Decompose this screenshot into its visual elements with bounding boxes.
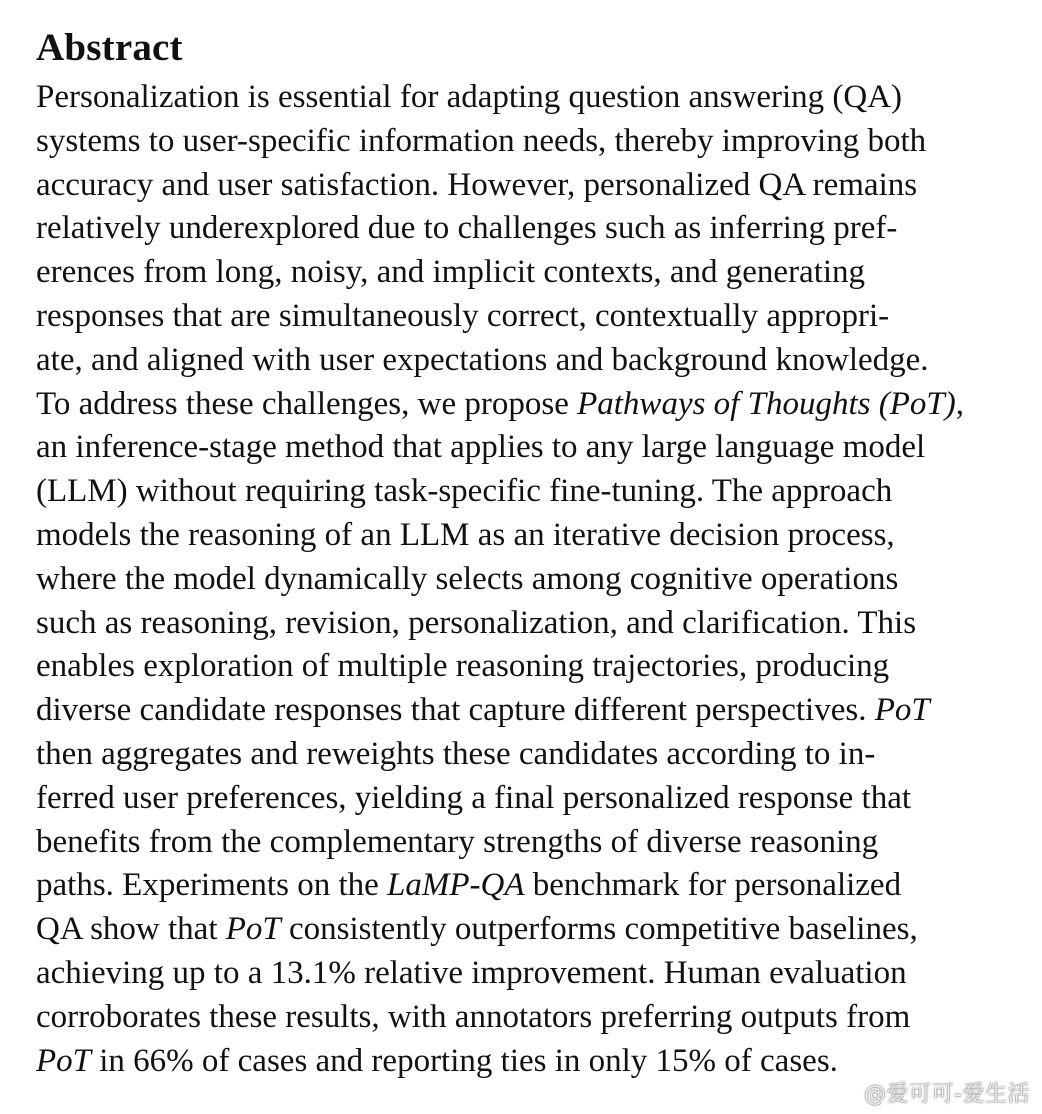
text-line [36,777,998,821]
text-run: benefits from the complementary strengths of diverse reasoning [36,823,879,860]
text-run: responses that are simultaneously correct, contextually appropri- [36,297,890,334]
text-run: relatively underexplored due to challenges such as inferring pref- [36,210,898,247]
text-line [36,164,998,208]
text-run: then aggregates and reweights these candidates according to in- [36,735,876,772]
text-run: benchmark for personalized [524,867,902,904]
text-line [36,207,998,251]
text-run: where the model dynamically selects among cognitive operations [36,560,899,597]
text-run: consistently outperforms competitive baselines, [280,911,918,948]
text-line [36,733,998,777]
text-line [36,952,998,996]
abstract-section [36,22,998,1083]
text-line [36,821,998,865]
text-line [36,251,998,295]
text-run: QA show that [36,911,226,948]
text-line [36,339,998,383]
section-heading: Abstract [36,26,183,69]
text-line [36,602,998,646]
text-line [36,864,998,908]
text-line [36,295,998,339]
text-run: , [955,385,964,422]
text-run: achieving up to a 13.1% relative improvement. Human evaluation [36,954,907,991]
text-run: Personalization is essential for adapting question answering (QA) [36,79,903,115]
text-line [36,426,998,470]
text-line [36,908,998,952]
abstract-paragraph [36,76,998,1083]
text-run: accuracy and user satisfaction. However, personalized QA remains [36,166,918,203]
text-run: diverse candidate responses that capture different perspectives. [36,692,875,729]
text-line [36,996,998,1040]
text-line [36,1040,998,1084]
italic-term: PoT [36,1042,92,1079]
italic-term: LaMP-QA [387,867,525,904]
italic-term: PoT [874,692,930,729]
text-run: erences from long, noisy, and implicit contexts, and generating [36,254,866,291]
text-run: an inference-stage method that applies to any large language model [36,429,926,466]
text-line [36,689,998,733]
italic-term: PoT [225,911,281,948]
text-line [36,470,998,514]
text-run: ate, and aligned with user expectations and background knowledge. [36,341,929,378]
text-run: To address these challenges, we propose [36,385,578,422]
text-line [36,514,998,558]
italic-term: Pathways of Thoughts (PoT) [577,385,956,422]
text-run: systems to user-specific information needs, thereby improving both [36,122,927,159]
text-line [36,558,998,602]
text-line [36,645,998,689]
watermark: @爱可可-爱生活 [864,1082,1030,1107]
text-run: such as reasoning, revision, personalization, and clarification. This [36,604,917,641]
text-line [36,120,998,164]
text-run: paths. Experiments on the [36,867,388,904]
text-run: models the reasoning of an LLM as an iterative decision process, [36,516,895,553]
text-run: corroborates these results, with annotators preferring outputs from [36,998,911,1035]
text-run: enables exploration of multiple reasoning trajectories, producing [36,648,890,685]
text-line [36,383,998,427]
text-run: ferred user preferences, yielding a final personalized response that [36,779,912,816]
text-run: in 66% of cases and reporting ties in only 15% of cases. [91,1042,838,1079]
text-run: (LLM) without requiring task-specific fine-tuning. The approach [36,473,893,510]
text-line [36,76,998,120]
